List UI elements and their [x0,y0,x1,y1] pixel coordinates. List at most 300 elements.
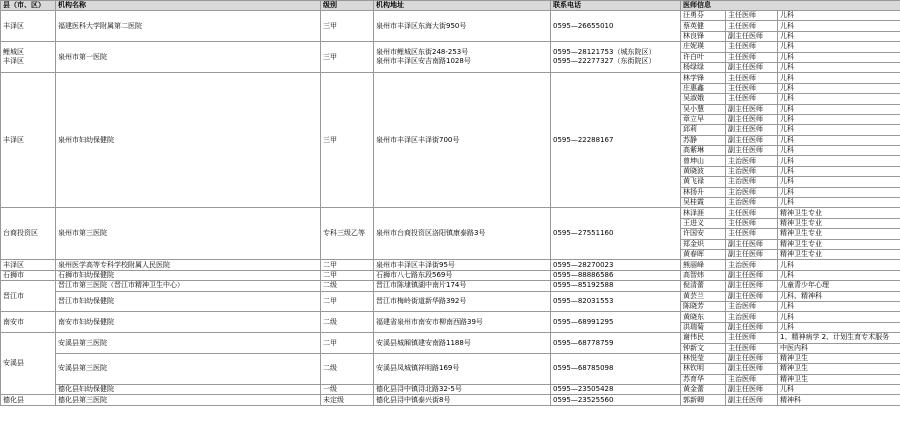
doctor-title [726,156,778,166]
institution-phone-text: 0595—68785098 [553,364,614,373]
doctor-title-text: 主治医师 [728,156,756,165]
institution-level [321,395,374,405]
doctor-name-text: 黄金蕾 [683,385,704,394]
header-doctor-info: 医师信息 [681,1,900,11]
institution-level [321,208,374,260]
institution-level-text: 三甲 [323,21,337,30]
institution-address [374,291,551,312]
county-cell-text: 鲤城区 [3,48,24,57]
doctor-specialty-text: 儿科 [780,21,794,30]
institution-address-text: 晋江市陈埭镇湖中南片174号 [376,281,467,290]
institution-level [321,353,374,384]
doctor-title-text: 主任医师 [728,94,756,103]
institution-address-text: 德化县浔中镇泰兴街8号 [376,395,451,404]
doctor-specialty [778,187,900,197]
doctor-specialty-text: 精神卫生 [780,374,808,383]
doctor-name-text: 林扬升 [683,187,704,196]
doctor-name [681,353,726,363]
doctor-name [681,21,726,31]
doctor-title-text: 副主任医师 [728,115,763,124]
doctor-specialty [778,218,900,228]
doctor-title [726,291,778,301]
institution-name [56,260,321,270]
institution-phone-text: 0595—28270023 [553,260,614,269]
doctor-title [726,21,778,31]
doctor-title [726,104,778,114]
doctor-title-text: 主治医师 [728,187,756,196]
doctor-title-text: 主任医师 [728,343,756,352]
doctor-name-text: 章立早 [683,115,704,124]
doctor-title [726,73,778,83]
header-county: 县（市、区） [1,1,56,11]
institution-name-text: 泉州医学高等专科学校附属人民医院 [58,260,170,269]
institution-phone [551,42,681,73]
institution-name [56,208,321,260]
doctor-name-text: 黄飞禄 [683,177,704,186]
doctor-title-text: 副主任医师 [728,385,763,394]
institution-name-text: 晋江市第三医院（晋江市精神卫生中心） [58,281,184,290]
doctor-name [681,281,726,291]
institution-address-text: 泉州市丰泽区丰泽街95号 [376,260,455,269]
doctor-specialty [778,198,900,208]
doctor-title-text: 主任医师 [728,21,756,30]
doctor-name-text: 苏静 [683,135,697,144]
doctor-name [681,187,726,197]
doctor-name-text: 倪清蕾 [683,281,704,290]
doctor-specialty-text: 儿科 [780,156,794,165]
table-row [1,353,900,363]
doctor-title [726,166,778,176]
doctor-specialty-text: 精神卫生专业 [780,229,822,238]
doctor-name [681,374,726,384]
institution-name-text: 德化县妇幼保健院 [58,385,114,394]
doctor-name [681,166,726,176]
institution-name-text: 安溪县第三医院 [58,338,107,347]
header-name: 机构名称 [56,1,321,11]
doctor-title [726,42,778,52]
doctor-title [726,62,778,72]
doctor-specialty-text: 精神卫生 [780,364,808,373]
doctor-name [681,260,726,270]
institution-address-text: 德化县浔中镇浔北路32-5号 [376,385,462,394]
doctor-name [681,291,726,301]
county-cell-text: 晋江市 [3,291,24,300]
doctor-title-text: 主任医师 [728,73,756,82]
doctor-name [681,94,726,104]
doctor-name [681,270,726,280]
county-cell-text: 丰泽区 [3,57,24,66]
doctor-specialty-text: 精神卫生专业 [780,250,822,259]
doctor-specialty [778,104,900,114]
doctor-name [681,198,726,208]
institution-phone [551,11,681,42]
institution-phone-text: 0595—85192588 [553,281,614,290]
doctor-title [726,208,778,218]
doctor-title [726,374,778,384]
doctor-title-text: 主任医师 [728,208,756,217]
county-cell-text: 德化县 [3,395,24,404]
doctor-name [681,42,726,52]
doctor-title-text: 副主任医师 [728,239,763,248]
institution-address-text: 福建省泉州市南安市柳南西路39号 [376,317,483,326]
doctor-title [726,353,778,363]
doctor-name [681,322,726,332]
doctor-title [726,177,778,187]
table-row [1,42,900,52]
county-cell [1,208,56,260]
table-header [1,1,900,11]
doctor-specialty-text: 儿科 [780,52,794,61]
institution-phone [551,353,681,384]
institution-phone [551,73,681,208]
institution-name [56,281,321,291]
institution-name-text: 福建医科大学附属第二医院 [58,21,142,30]
institution-level-text: 三甲 [323,52,337,61]
doctor-name-text: 林悦莹 [683,354,704,363]
doctor-name [681,177,726,187]
doctor-specialty-text: 儿科 [780,177,794,186]
institution-phone-text: 0595—23505428 [553,385,614,394]
doctor-specialty-text: 儿科 [780,73,794,82]
institution-phone [551,395,681,405]
institution-name [56,270,321,280]
doctor-specialty-text: 儿科 [780,322,794,331]
doctor-name [681,395,726,405]
institution-phone [551,208,681,260]
doctor-title [726,281,778,291]
doctor-specialty [778,312,900,322]
institution-address [374,395,551,405]
doctor-specialty [778,301,900,311]
institution-name [56,73,321,208]
doctor-title-text: 副主任医师 [728,281,763,290]
doctor-specialty [778,62,900,72]
doctor-name-text: 王进义 [683,219,704,227]
institution-phone-text: 0595—22277327（东街院区） [553,57,656,66]
table-row [1,395,900,405]
institution-level-text: 二级 [323,317,337,326]
doctor-specialty-text: 儿童青少年心理 [780,281,829,290]
doctor-name [681,229,726,239]
doctor-name-text: 谢伟民 [683,333,704,342]
doctor-name [681,333,726,343]
doctor-specialty [778,291,900,301]
doctor-title [726,312,778,322]
table-row [1,260,900,270]
doctor-title [726,395,778,405]
institution-level [321,333,374,354]
doctor-title [726,301,778,311]
doctor-name [681,135,726,145]
doctor-name-text: 苏育华 [683,374,704,383]
institution-level-text: 二级 [323,281,337,290]
institution-level-text: 二甲 [323,260,337,269]
doctor-name-text: 杨绿绿 [683,63,704,72]
institution-name-text: 南安市妇幼保健院 [58,317,114,326]
doctor-specialty-text: 精神卫生专业 [780,208,822,217]
doctor-specialty-text: 儿科 [780,312,794,321]
institution-name [56,42,321,73]
institution-phone [551,385,681,395]
institution-address [374,73,551,208]
doctor-title-text: 主任医师 [728,229,756,238]
doctor-specialty-text: 儿科 [780,198,794,207]
doctor-name [681,218,726,228]
doctor-specialty [778,281,900,291]
doctor-title-text: 主治医师 [728,374,756,383]
header-level: 级别 [321,1,374,11]
institution-address-text: 晋江市梅岭街道新华路392号 [376,296,467,305]
doctor-name [681,156,726,166]
doctor-name-text: 邱莉 [683,125,697,134]
doctor-name-text: 黄春晖 [683,250,704,259]
institution-address [374,353,551,384]
doctor-title-text: 主治医师 [728,198,756,207]
doctor-specialty-text: 儿科 [780,83,794,92]
county-cell [1,73,56,208]
doctor-specialty [778,260,900,270]
header-phone: 联系电话 [551,1,681,11]
doctor-specialty [778,146,900,156]
doctor-title [726,31,778,41]
doctor-specialty [778,322,900,332]
county-cell [1,395,56,405]
doctor-title [726,229,778,239]
doctor-name [681,364,726,374]
county-cell [1,312,56,333]
doctor-title [726,322,778,332]
doctor-specialty-text: 中医内科 [780,343,808,352]
doctor-name [681,114,726,124]
county-cell [1,260,56,270]
doctor-specialty [778,177,900,187]
institution-name [56,385,321,395]
doctor-specialty [778,156,900,166]
doctor-name [681,52,726,62]
doctor-specialty-text: 儿科 [780,260,794,269]
institution-phone [551,260,681,270]
institution-address-text: 泉州市丰泽区安吉南路1028号 [376,57,471,66]
institution-address [374,333,551,354]
institution-address [374,208,551,260]
doctor-title-text: 主任医师 [728,83,756,92]
doctor-name [681,62,726,72]
institution-level-text: 专科三级乙等 [323,229,365,238]
institution-name-text: 泉州市第一医院 [58,52,107,61]
institution-level-text: 未定级 [323,395,344,404]
doctor-specialty [778,239,900,249]
institution-address [374,385,551,395]
doctor-specialty-text: 儿科 [780,146,794,155]
institution-level [321,73,374,208]
doctor-title [726,125,778,135]
doctor-title [726,187,778,197]
institution-level-text: 二甲 [323,338,337,347]
doctor-name-text: 许白叶 [683,52,704,61]
doctor-name [681,249,726,259]
doctor-name [681,73,726,83]
institution-name [56,291,321,312]
table-row [1,208,900,218]
doctor-name [681,125,726,135]
institution-phone-text: 0595—68778759 [553,338,614,347]
institution-level [321,281,374,291]
doctor-specialty [778,114,900,124]
institution-address-text: 泉州市丰泽区丰泽街700号 [376,135,460,144]
doctor-specialty [778,83,900,93]
institution-phone [551,312,681,333]
institution-level-text: 二甲 [323,270,337,279]
doctor-name [681,11,726,21]
doctor-name-text: 高紫琳 [683,146,704,155]
doctor-specialty-text: 儿科 [780,104,794,113]
table-row [1,312,900,322]
table-row [1,73,900,83]
doctor-title-text: 主治医师 [728,312,756,321]
doctor-title [726,249,778,259]
doctor-specialty [778,249,900,259]
doctor-title [726,385,778,395]
doctor-specialty [778,31,900,41]
institution-name [56,333,321,354]
institution-level [321,42,374,73]
institution-level-text: 一级 [323,385,337,394]
doctor-name-text: 林学锋 [683,73,704,82]
doctor-specialty-text: 精神卫生专业 [780,239,822,248]
doctor-name-text: 郭新卿 [683,395,704,404]
county-cell-text: 南安市 [3,317,24,326]
doctor-name [681,146,726,156]
doctor-specialty [778,94,900,104]
institution-phone-text: 0595—23525560 [553,395,614,404]
institution-phone [551,291,681,312]
doctor-specialty-text: 精神科 [780,395,801,404]
institution-name-text: 石狮市妇幼保健院 [58,270,114,279]
institution-address [374,281,551,291]
doctor-name-text: 许国安 [683,229,704,238]
county-cell-text: 丰泽区 [3,135,24,144]
institution-name [56,395,321,405]
doctor-title [726,198,778,208]
doctor-name-text: 林泽涯 [683,208,704,217]
doctor-name-text: 吴桂霞 [683,198,704,207]
institution-phone-text: 0595—22288167 [553,135,614,144]
county-cell-text: 安溪县 [3,359,24,368]
doctor-specialty [778,166,900,176]
institution-address [374,312,551,333]
doctor-title [726,343,778,353]
doctor-title-text: 主治医师 [728,260,756,269]
doctor-name [681,385,726,395]
doctor-name [681,301,726,311]
doctor-name [681,312,726,322]
doctor-specialty [778,125,900,135]
doctor-specialty [778,395,900,405]
doctor-specialty-text: 儿科 [780,115,794,124]
institution-level [321,291,374,312]
doctor-title-text: 主治医师 [728,177,756,186]
table-body [1,11,900,406]
doctor-name [681,83,726,93]
doctor-title-text: 主任医师 [728,52,756,61]
doctor-title [726,239,778,249]
institution-name [56,312,321,333]
doctor-specialty [778,42,900,52]
doctor-specialty-text: 儿科 [780,94,794,103]
doctor-specialty-text: 儿科 [780,302,794,311]
institution-level [321,385,374,395]
doctor-specialty [778,333,900,343]
institution-name [56,353,321,384]
doctor-name [681,239,726,249]
institution-phone-text: 0595—26655010 [553,21,614,30]
institution-level-text: 二甲 [323,296,337,305]
county-cell [1,333,56,395]
institution-name-text: 德化县第三医院 [58,395,107,404]
doctor-title-text: 副主任医师 [728,322,763,331]
county-cell [1,281,56,312]
doctor-name-text: 林钦明 [683,364,704,373]
institution-phone-text: 0595—27551160 [553,229,614,238]
doctor-name-text: 陈晓芳 [683,302,704,311]
header-address: 机构地址 [374,1,551,11]
doctor-title-text: 主任医师 [728,333,756,342]
doctor-name-text: 林良锋 [683,31,704,40]
doctor-specialty-text: 儿科 [780,31,794,40]
institution-name-text: 晋江市妇幼保健院 [58,296,114,305]
doctor-specialty-text: 精神卫生专业 [780,219,822,227]
doctor-name-text: 吴淑娥 [683,94,704,103]
doctor-title-text: 副主任医师 [728,364,763,373]
institution-address-text: 石狮市八七路东段569号 [376,270,453,279]
doctor-name-text: 黄晓东 [683,312,704,321]
county-cell-text: 丰泽区 [3,21,24,30]
institution-phone-text: 0595—28121753（城东院区） [553,48,656,57]
doctor-title-text: 副主任医师 [728,250,763,259]
doctor-name-text: 黄芸兰 [683,291,704,300]
institution-name-text: 泉州市第三医院 [58,229,107,238]
institution-address [374,42,551,73]
doctor-specialty [778,374,900,384]
institution-level [321,312,374,333]
institution-address-text: 泉州市台商投资区洛阳镇康泰路3号 [376,229,486,238]
table-row [1,385,900,395]
county-cell [1,42,56,73]
institution-phone-text: 0595—88886586 [553,270,614,279]
doctor-specialty-text: 儿科、精神科 [780,291,822,300]
institution-address [374,270,551,280]
institution-phone-text: 0595—82031553 [553,296,614,305]
doctor-specialty [778,135,900,145]
doctor-title-text: 主治医师 [728,302,756,311]
institution-phone [551,281,681,291]
doctor-name [681,343,726,353]
doctor-specialty-text: 精神卫生 [780,354,808,363]
doctor-specialty-text: 儿科 [780,11,794,20]
institution-level-text: 三甲 [323,135,337,144]
doctor-specialty [778,73,900,83]
doctor-title [726,270,778,280]
doctor-title-text: 副主任医师 [728,104,763,113]
doctor-name [681,104,726,114]
doctor-title [726,218,778,228]
institution-address-text: 安溪县城厢镇建安南路1188号 [376,338,471,347]
doctor-specialty [778,364,900,374]
doctor-title-text: 主治医师 [728,167,756,176]
institution-address [374,11,551,42]
institution-address-text: 泉州市鲤城区东街248-253号 [376,48,469,57]
doctor-specialty [778,208,900,218]
